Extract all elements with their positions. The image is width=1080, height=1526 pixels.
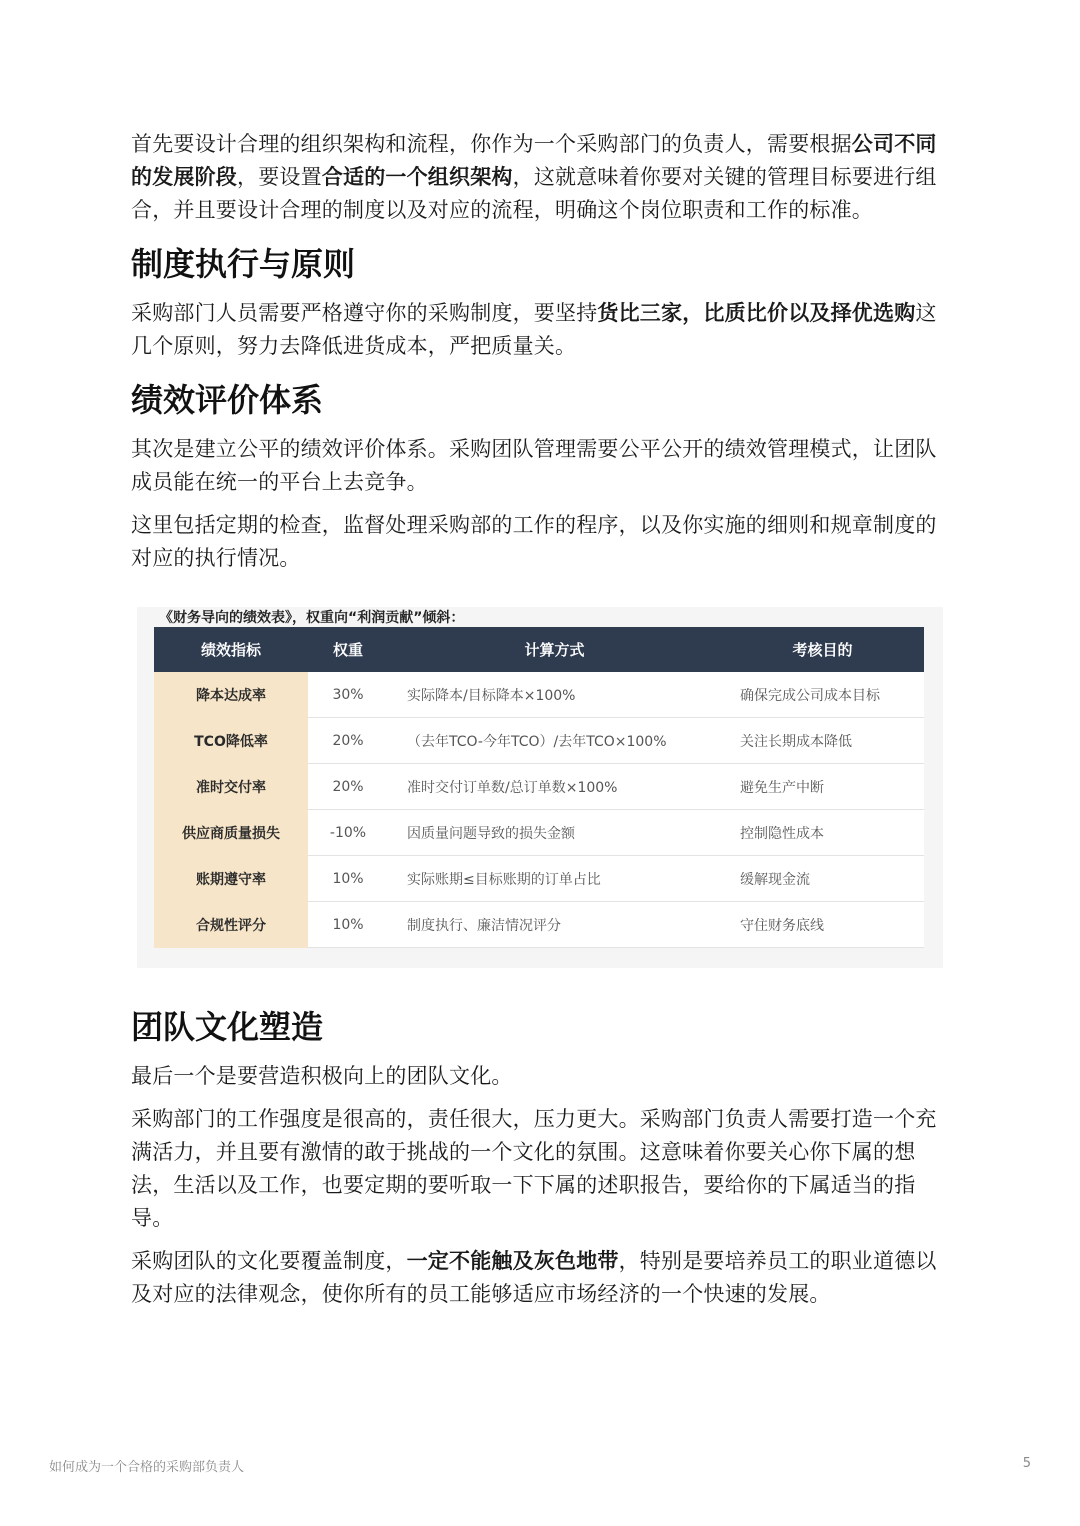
- section-heading-performance: 绩效评价体系: [131, 381, 324, 419]
- purpose-cell: 守住财务底线: [721, 902, 924, 948]
- formula-cell: 实际降本/目标降本×100%: [388, 672, 721, 718]
- purpose-cell: 避免生产中断: [721, 764, 924, 810]
- bold-text: 合适的一个组织架构: [321, 165, 513, 189]
- table-header-row: [154, 627, 924, 672]
- weight-cell: 10%: [308, 902, 388, 948]
- metric-cell: TCO降低率: [154, 718, 308, 764]
- text-run: ，要设置: [237, 165, 322, 189]
- culture-paragraph-3: [131, 1245, 943, 1311]
- performance-table-figure: [137, 607, 943, 968]
- footer-page-number: 5: [1022, 1456, 1031, 1471]
- weight-cell: 20%: [308, 718, 388, 764]
- header-purpose: 考核目的: [721, 627, 924, 672]
- text-run: 这几个原则，努力去降低进货成本，严把质量关。: [131, 301, 937, 358]
- table-caption: 《财务导向的绩效表》，权重向“利润贡献”倾斜：: [159, 610, 465, 626]
- table-row: [154, 810, 924, 856]
- bold-text: 公司不同的发展阶段: [131, 132, 937, 189]
- metric-cell: 供应商质量损失: [154, 810, 308, 856]
- metric-cell: 合规性评分: [154, 902, 308, 948]
- section-heading-culture: 团队文化塑造: [131, 1008, 324, 1046]
- weight-cell: 10%: [308, 856, 388, 902]
- purpose-cell: 控制隐性成本: [721, 810, 924, 856]
- metric-cell: 降本达成率: [154, 672, 308, 718]
- formula-cell: 制度执行、廉洁情况评分: [388, 902, 721, 948]
- bold-text: 货比三家，比质比价以及择优选购: [597, 301, 916, 325]
- weight-cell: 30%: [308, 672, 388, 718]
- purpose-cell: 缓解现金流: [721, 856, 924, 902]
- rules-paragraph: [131, 297, 943, 363]
- performance-paragraph-2: 这里包括定期的检查，监督处理采购部的工作的程序，以及你实施的细则和规章制度的对应的执行情况。: [131, 513, 937, 570]
- purpose-cell: 关注长期成本降低: [721, 718, 924, 764]
- formula-cell: 实际账期≤目标账期的订单占比: [388, 856, 721, 902]
- text-run: 采购部门人员需要严格遵守你的采购制度，要坚持: [131, 301, 598, 325]
- weight-cell: -10%: [308, 810, 388, 856]
- table-row: [154, 764, 924, 810]
- table-row: [154, 672, 924, 718]
- header-metric: 绩效指标: [154, 627, 308, 672]
- section-heading-rules: 制度执行与原则: [131, 245, 356, 283]
- metric-cell: 准时交付率: [154, 764, 308, 810]
- text-run: ，这就意味着你要对关键的管理目标要进行组合，并且要设计合理的制度以及对应的流程，明确这个岗位职责和工作的标准。: [131, 165, 937, 222]
- intro-paragraph: [131, 128, 943, 227]
- text-run: 采购团队的文化要覆盖制度，: [131, 1249, 407, 1273]
- performance-table: [154, 627, 924, 948]
- table-row: [154, 856, 924, 902]
- bold-text: 一定不能触及灰色地带: [406, 1249, 619, 1273]
- table-row: [154, 718, 924, 764]
- footer-document-title: 如何成为一个合格的采购部负责人: [49, 1460, 245, 1475]
- header-formula: 计算方式: [388, 627, 721, 672]
- formula-cell: 因质量问题导致的损失金额: [388, 810, 721, 856]
- culture-paragraph-2: 采购部门的工作强度是很高的，责任很大，压力更大。采购部门负责人需要打造一个充满活力，并且要有激情的敢于挑战的一个文化的氛围。这意味着你要关心你下属的想法，生活以及工作，也要定期的要听取一下下属的述职报告，要给你的下属适当的指导。: [131, 1107, 937, 1230]
- document-body: [131, 128, 943, 1321]
- text-run: 首先要设计合理的组织架构和流程，你作为一个采购部门的负责人，需要根据: [131, 132, 852, 156]
- culture-paragraph-1: 最后一个是要营造积极向上的团队文化。: [131, 1064, 513, 1088]
- performance-paragraph-1: 其次是建立公平的绩效评价体系。采购团队管理需要公平公开的绩效管理模式，让团队成员能在统一的平台上去竞争。: [131, 437, 937, 494]
- purpose-cell: 确保完成公司成本目标: [721, 672, 924, 718]
- weight-cell: 20%: [308, 764, 388, 810]
- metric-cell: 账期遵守率: [154, 856, 308, 902]
- formula-cell: 准时交付订单数/总订单数×100%: [388, 764, 721, 810]
- formula-cell: （去年TCO-今年TCO）/去年TCO×100%: [388, 718, 721, 764]
- text-run: ，特别是要培养员工的职业道德以及对应的法律观念，使你所有的员工能够适应市场经济的一个快速的发展。: [131, 1249, 937, 1306]
- header-weight: 权重: [308, 627, 388, 672]
- table-row: [154, 902, 924, 948]
